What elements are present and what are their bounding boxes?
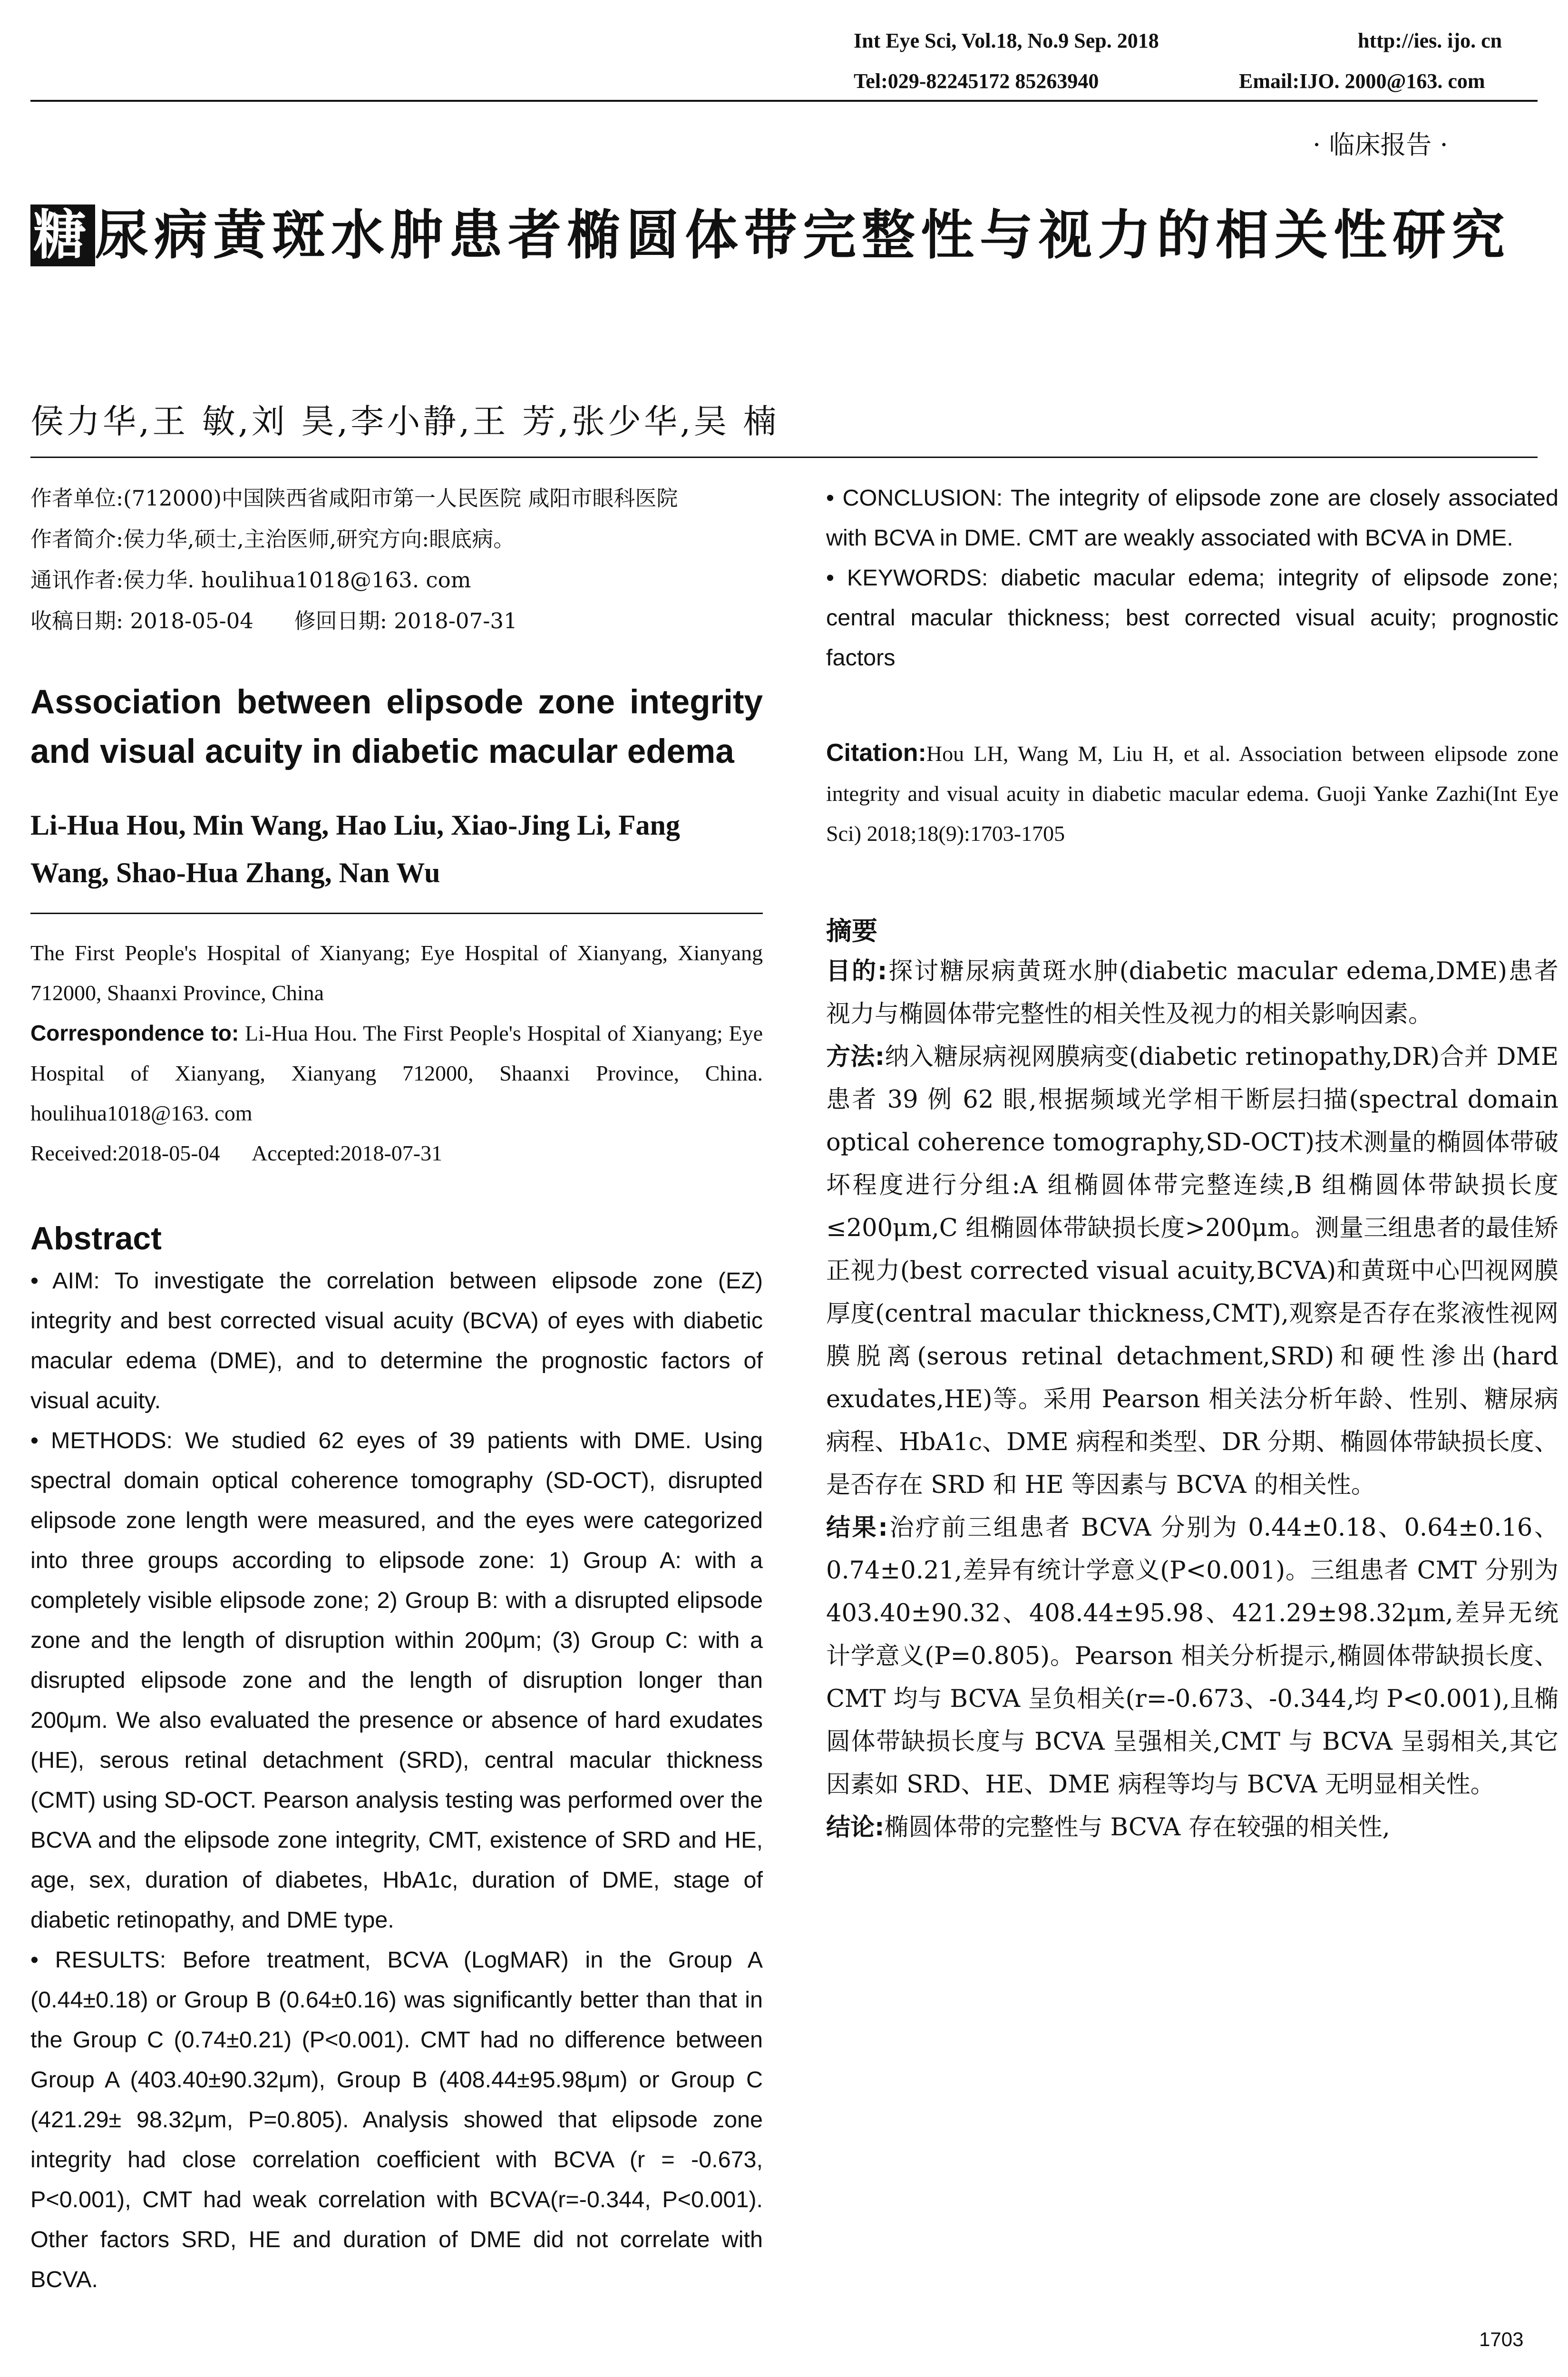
cn-results-label: 结果: xyxy=(826,1514,888,1542)
conclusion-label: • CONCLUSION: xyxy=(826,485,1003,511)
abstract-conclusion xyxy=(826,478,1558,558)
abstract-cn-body xyxy=(826,950,1558,1849)
abstract-methods xyxy=(30,1421,763,1940)
right-column xyxy=(826,478,1558,1849)
cn-conclusion xyxy=(826,1806,1558,1849)
authors-cn: 侯力华,王 敏,刘 昊,李小静,王 芳,张少华,吴 楠 xyxy=(30,402,779,441)
methods-text: We studied 62 eyes of 39 patients with DME. Using spectral domain optical coherence tomography (SD-OCT), disrupted elipsode zone length were measured, and the eyes were categorized into three groups according to elipsode zone: 1) Group A: with a completely visible elipsode zone; 2) Group B: with a disrupted elipsode zone and the length of disruption within 200μm; (3) Group C: with a disrupted elipsode zone and the length of disruption longer than 200μm. We also evaluated the presence or absence of hard exudates (HE), serous retinal detachment (SRD), central macular thickness (CMT) using SD-OCT. Pearson analysis testing was performed over the BCVA and the elipsode zone integrity, CMT, existence of SRD and HE, age, sex, duration of diabetes, HbA1c, duration of DME, stage of diabetic retinopathy, and DME type. xyxy=(30,1428,763,1933)
results-label: • RESULTS: xyxy=(30,1947,166,1973)
abstract-heading: Abstract xyxy=(30,1220,162,1257)
dates-en: Received:2018-05-04 Accepted:2018-07-31 xyxy=(30,1141,443,1165)
cn-methods-label: 方法: xyxy=(826,1043,885,1071)
abstract-results-start xyxy=(30,1940,763,2292)
results-text: Before treatment, BCVA (LogMAR) in the Group A (0.44±0.18) or Group B (0.64±0.16) was significantly better than that in the Group C (0.74±0.21) (P<0.001). CMT had no difference between Group A (403.40±90.32μm), Group B (408.44±95.98μm) or Group C (421.29± 98.32μm, P=0.805). Analysis showed that elipsode zone integrity had close correlation coefficient with BCVA (r = -0.673, P<0.001), CMT had weak correlation with BCVA(r=-0.344, P<0.001). Other factors SRD, HE and duration of DME did not correlate with BCVA. xyxy=(30,1947,763,2292)
cn-methods xyxy=(826,1036,1558,1507)
correspondence-label: Correspondence to: xyxy=(30,1021,239,1045)
title-rest: 尿病黄斑水肿患者椭圆体带完整性与视力的相关性研究 xyxy=(95,205,1510,266)
aim-label: • AIM: xyxy=(30,1268,100,1294)
cn-results-text: 治疗前三组患者 BCVA 分别为 0.44±0.18、0.64±0.16、0.74±0.21,差异有统计学意义(P<0.001)。三组患者 CMT 分别为 403.40±90.32、408.44±95.98、421.29±98.32μm,差异无统计学意义(P=0.805)。Pearson 相关分析提示,椭圆体带缺损长度、CMT 均与 BCVA 呈负相关(r=-0.673、-0.344,均 P<0.001),且椭圆体带缺损长度与 BCVA 呈强相关,CMT 与 BCVA 呈弱相关,其它因素如 SRD、HE、DME 病程等均与 BCVA 无明显相关性。 xyxy=(826,1514,1558,1799)
authors-rule xyxy=(30,457,1538,458)
cn-conclusion-text: 椭圆体带的完整性与 BCVA 存在较强的相关性, xyxy=(884,1813,1390,1841)
meta-dates: 收稿日期: 2018-05-04 修回日期: 2018-07-31 xyxy=(30,608,517,633)
meta-cn xyxy=(30,478,763,642)
meta-correspondence: 通讯作者:侯力华. houlihua1018@163. com xyxy=(30,567,471,593)
cn-methods-text: 纳入糖尿病视网膜病变(diabetic retinopathy,DR)合并 DME 患者 39 例 62 眼,根据频域光学相干断层扫描(spectral domain optical coherence tomography,SD-OCT)技术测量的椭圆体带破坏程度进行分组:A 组椭圆体带完整连续,B 组椭圆体带缺损长度≤200μm,C 组椭圆体带缺损长度>200μm。测量三组患者的最佳矫正视力(best corrected visual acuity,BCVA)和黄斑中心凹视网膜厚度(central macular thickness,CMT),观察是否存在浆液性视网膜脱离(serous retinal detachment,SRD)和硬性渗出(hard exudates,HE)等。采用 Pearson 相关法分析年龄、性别、糖尿病病程、HbA1c、DME 病程和类型、DR 分期、椭圆体带缺损长度、是否存在 SRD 和 HE 等因素与 BCVA 的相关性。 xyxy=(826,1043,1558,1499)
abstract-aim xyxy=(30,1261,763,1421)
abstract-body-left xyxy=(30,1261,763,2292)
citation-text: Hou LH, Wang M, Liu H, et al. Association between elipsode zone integrity and visual acuity in diabetic macular edema. Guoji Yanke Zazhi(Int Eye Sci) 2018;18(9):1703-1705 xyxy=(826,741,1558,846)
page-number: 1703 xyxy=(1479,2328,1524,2350)
cn-results xyxy=(826,1507,1558,1806)
page-title xyxy=(30,200,1543,271)
cn-aim-text: 探讨糖尿病黄斑水肿(diabetic macular edema,DME)患者视力与椭圆体带完整性的相关性及视力的相关影响因素。 xyxy=(826,957,1558,1028)
keywords-label: • KEYWORDS: xyxy=(826,565,988,591)
meta-bio: 作者简介:侯力华,硕士,主治医师,研究方向:眼底病。 xyxy=(30,526,515,552)
correspondence xyxy=(30,1013,763,1133)
header-rule xyxy=(30,100,1538,102)
conclusion-text: The integrity of elipsode zone are closely associated with BCVA in DME. CMT are weakly associated with BCVA in DME. xyxy=(826,485,1558,551)
aim-text: To investigate the correlation between elipsode zone (EZ) integrity and best corrected visual acuity (BCVA) of eyes with diabetic macular edema (DME), and to determine the prognostic factors of visual acuity. xyxy=(30,1268,763,1413)
journal-url[interactable]: http://ies. ijo. cn xyxy=(1358,29,1502,52)
cn-aim xyxy=(826,950,1558,1036)
citation xyxy=(826,733,1558,854)
journal-line: Int Eye Sci, Vol.18, No.9 Sep. 2018 xyxy=(854,29,1159,52)
left-column xyxy=(30,478,763,2292)
english-title: Association between elipsode zone integrity and visual acuity in diabetic macular edema xyxy=(30,683,763,770)
cn-aim-label: 目的: xyxy=(826,957,887,985)
section-tag: · 临床报告 · xyxy=(1313,130,1448,160)
citation-label: Citation: xyxy=(826,739,926,767)
keywords-text: diabetic macular edema; integrity of elipsode zone; central macular thickness; best corrected visual acuity; prognostic factors xyxy=(826,565,1558,671)
title-first-char: 糖 xyxy=(30,205,95,266)
abstract-body-right xyxy=(826,478,1558,678)
journal-tel: Tel:029-82245172 85263940 xyxy=(854,69,1099,93)
affiliation: The First People's Hospital of Xianyang; Eye Hospital of Xianyang, Xianyang 712000, Shaanxi Province, China xyxy=(30,941,763,1005)
abstract-keywords xyxy=(826,558,1558,678)
cn-conclusion-label: 结论: xyxy=(826,1813,885,1841)
correspondence-text: Li-Hua Hou. The First People's Hospital of Xianyang; Eye Hospital of Xianyang, Xianyang 712000, Shaanxi Province, China. houlihua1018@163. com xyxy=(30,1021,763,1125)
abstract-cn-heading: 摘要 xyxy=(826,916,877,946)
english-authors: Li-Hua Hou, Min Wang, Hao Liu, Xiao-Jing Li, Fang Wang, Shao-Hua Zhang, Nan Wu xyxy=(30,809,680,888)
affiliation-block xyxy=(30,933,763,1173)
journal-email[interactable]: Email:IJO. 2000@163. com xyxy=(1239,69,1485,93)
methods-label: • METHODS: xyxy=(30,1428,173,1453)
affiliation-rule xyxy=(30,913,763,914)
meta-affiliation: 作者单位:(712000)中国陕西省咸阳市第一人民医院 咸阳市眼科医院 xyxy=(30,486,678,511)
